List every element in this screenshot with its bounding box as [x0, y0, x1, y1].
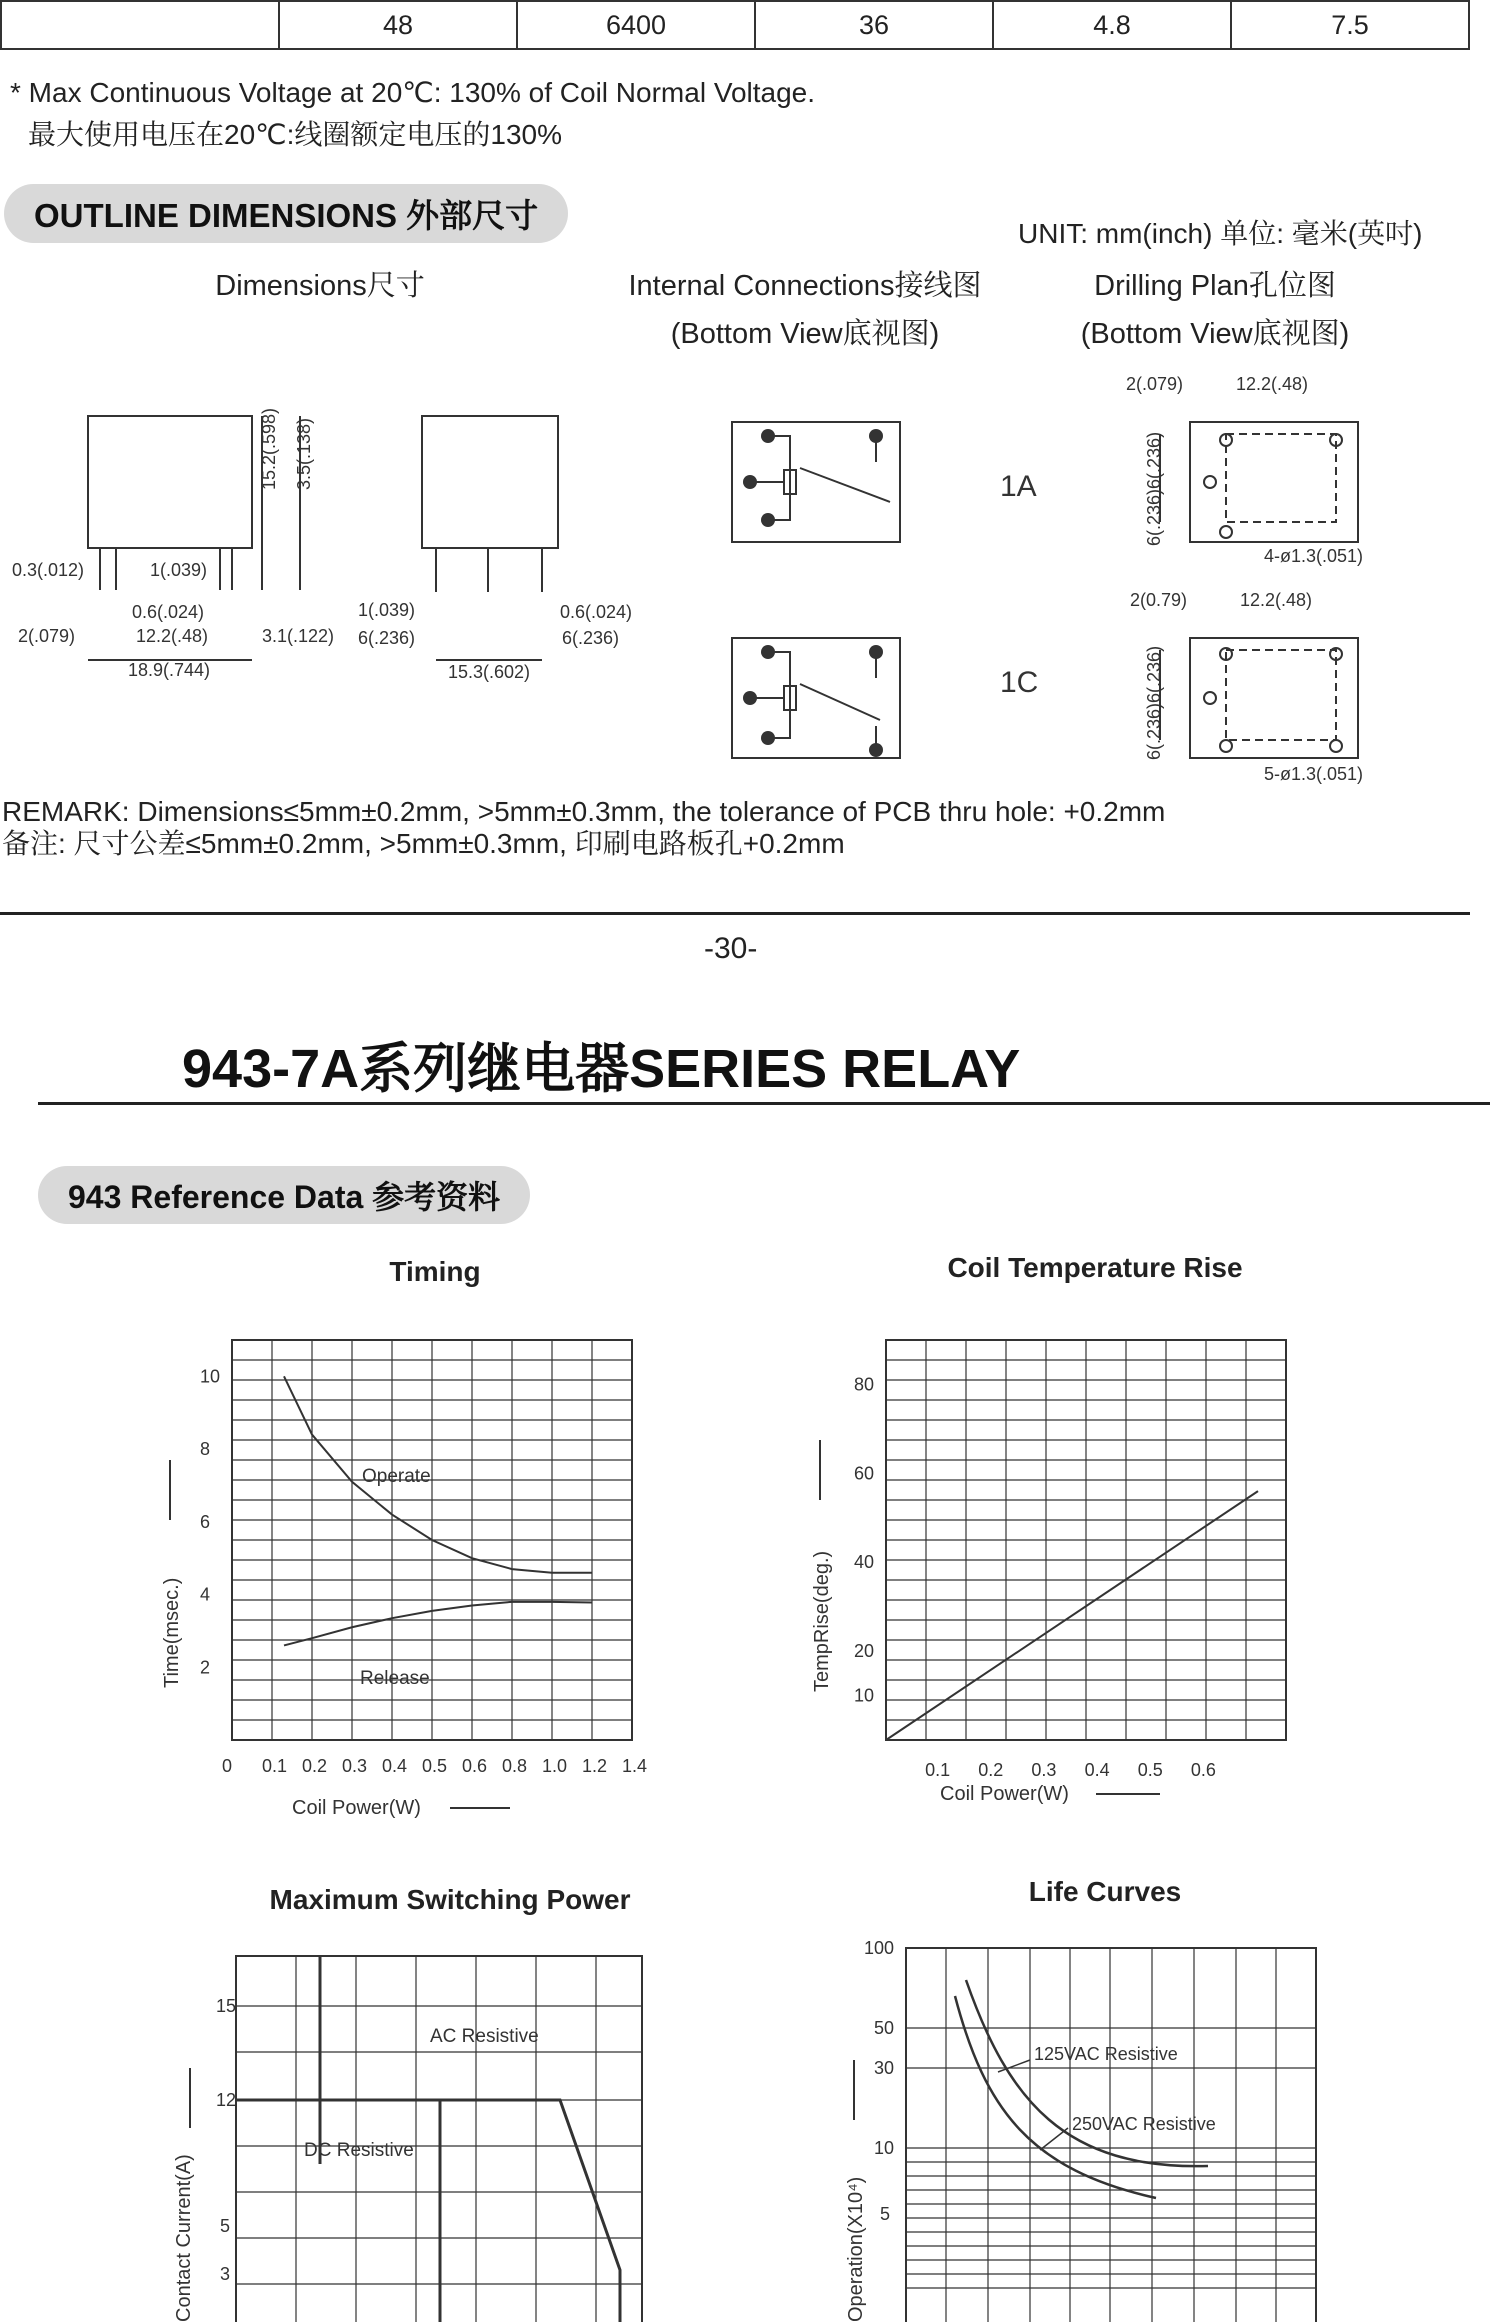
- dim-label: 6(.236)6(.236): [1144, 645, 1164, 760]
- drilling-header-2: (Bottom View底视图): [1080, 318, 1350, 350]
- table-row: [1, 1, 1469, 49]
- y-tick: 20: [854, 1641, 875, 1662]
- dim-label: 0.3(.012): [12, 560, 85, 580]
- remark-line-2: 备注: 尺寸公差≤5mm±0.2mm, >5mm±0.3mm, 印刷电路板孔+0.2mm: [2, 828, 845, 859]
- x-tick: 1.2: [582, 1756, 608, 1776]
- y-tick: 30: [874, 2058, 895, 2078]
- x-tick: 0: [222, 1756, 233, 1776]
- dim-label: 6(.236): [562, 628, 620, 648]
- y-axis-label: Contact Current(A): [173, 2154, 195, 2322]
- y-tick: 8: [200, 1439, 211, 1460]
- dim-label: 3.5(.138): [294, 417, 314, 490]
- annotation-ac-resistive: AC Resistive: [430, 2026, 539, 2047]
- remark-line-1: REMARK: Dimensions≤5mm±0.2mm, >5mm±0.3mm, the tolerance of PCB thru hole: +0.2mm: [2, 796, 1166, 827]
- x-axis-label: Coil Power(W): [292, 1797, 421, 1819]
- x-tick: 0.4: [382, 1756, 408, 1776]
- series-line-operate: [284, 1376, 592, 1572]
- y-axis-label: Time(msec.): [161, 1577, 183, 1688]
- y-axis-label: Operation(X10⁴): [845, 2176, 867, 2322]
- x-tick: 0.6: [462, 1756, 488, 1776]
- series-label-release: Release: [360, 1668, 430, 1689]
- dim-label: 2(.079): [1126, 374, 1184, 394]
- timing-chart: [140, 1320, 700, 1840]
- coil-temp-chart: [800, 1320, 1320, 1840]
- dim-label: 15.2(.598): [259, 407, 279, 490]
- annotation-dc-resistive: DC Resistive: [304, 2140, 414, 2161]
- relay-front-outline: [88, 416, 252, 548]
- x-tick: 0.1: [262, 1756, 288, 1776]
- page-number: -30-: [704, 932, 758, 965]
- x-tick: 0.6: [1190, 1760, 1216, 1780]
- series-label-operate: Operate: [362, 1466, 431, 1487]
- dim-label: 6(.236)6(.236): [1144, 431, 1164, 546]
- x-tick: 0.3: [1031, 1760, 1057, 1780]
- chart-title-max-switching: Maximum Switching Power: [269, 1884, 631, 1915]
- max-switching-curve: [236, 2100, 620, 2322]
- dim-label: 6(.236): [358, 628, 416, 648]
- y-tick: 80: [854, 1374, 875, 1395]
- x-tick: 0.5: [1137, 1760, 1163, 1780]
- y-tick: 40: [854, 1552, 875, 1573]
- y-tick: 50: [874, 2018, 895, 2038]
- y-tick: 12: [216, 2090, 237, 2110]
- relay-side-outline: [422, 416, 558, 548]
- x-tick: 1.0: [542, 1756, 568, 1776]
- y-tick: 6: [200, 1511, 211, 1532]
- dim-label: 15.3(.602): [448, 662, 531, 682]
- dim-label: 12.2(.48): [1240, 590, 1313, 610]
- dim-label: 5-ø1.3(.051): [1264, 764, 1364, 784]
- series-line-release: [284, 1602, 592, 1646]
- dim-label: 12.2(.48): [136, 626, 209, 646]
- dim-label: 1(.039): [358, 600, 416, 620]
- divider: [0, 912, 1470, 915]
- y-tick: 10: [854, 1685, 875, 1706]
- x-tick: 0.2: [302, 1756, 328, 1776]
- x-axis-label: Coil Power(W): [940, 1783, 1069, 1805]
- internal-header-2: (Bottom View底视图): [670, 318, 940, 350]
- dimensions-header: Dimensions尺寸: [215, 270, 425, 302]
- y-tick: 10: [200, 1366, 221, 1387]
- y-tick: 2: [200, 1657, 211, 1678]
- dim-label: 0.6(.024): [560, 602, 633, 622]
- x-tick: 0.2: [978, 1760, 1004, 1780]
- chart-title-timing: Timing: [389, 1256, 481, 1287]
- dim-label: 2(.079): [18, 626, 76, 646]
- reference-section-label: 943 Reference Data 参考资料: [38, 1166, 530, 1224]
- max-switching-chart: [160, 1940, 680, 2322]
- dim-label: 12.2(.48): [1236, 374, 1309, 394]
- y-tick: 10: [874, 2138, 895, 2158]
- title-underline: [38, 1102, 1490, 1105]
- x-tick: 0.8: [502, 1756, 528, 1776]
- note-line-1: * Max Continuous Voltage at 20℃: 130% of Coil Normal Voltage.: [10, 77, 816, 108]
- chart-title-coil-temp: Coil Temperature Rise: [947, 1252, 1243, 1283]
- x-tick: 0.5: [422, 1756, 448, 1776]
- drilling-header-1: Drilling Plan孔位图: [1094, 270, 1336, 302]
- note-line-2: 最大使用电压在20℃:线圈额定电压的130%: [28, 119, 562, 150]
- dim-label: 18.9(.744): [128, 660, 211, 680]
- table-cell: [1, 1, 279, 49]
- dim-label: 1(.039): [150, 560, 208, 580]
- dim-label: 3.1(.122): [262, 626, 335, 646]
- table-cell: 4.8: [993, 1, 1231, 49]
- type-1a-label: 1A: [1000, 470, 1037, 503]
- dim-label: 0.6(.024): [132, 602, 205, 622]
- outline-section-label: OUTLINE DIMENSIONS 外部尺寸: [4, 184, 568, 243]
- series-label-250vac: 250VAC Resistive: [1072, 2114, 1216, 2134]
- chart-title-life-curves: Life Curves: [1028, 1876, 1182, 1907]
- series-line: [886, 1491, 1258, 1740]
- y-tick: 100: [864, 1940, 895, 1958]
- table-cell: 7.5: [1231, 1, 1469, 49]
- y-tick: 4: [200, 1584, 211, 1605]
- table-cell: 36: [755, 1, 993, 49]
- series-label-125vac: 125VAC Resistive: [1034, 2044, 1178, 2064]
- y-tick: 3: [220, 2264, 231, 2284]
- table-cell: 48: [279, 1, 517, 49]
- table-cell: 6400: [517, 1, 755, 49]
- life-curve-125vac: [966, 1980, 1208, 2166]
- y-axis-label: TempRise(deg.): [811, 1550, 833, 1692]
- x-tick: 0.3: [342, 1756, 368, 1776]
- y-tick: 15: [216, 1996, 237, 2016]
- x-tick: 0.1: [925, 1760, 951, 1780]
- y-tick: 5: [220, 2216, 231, 2236]
- internal-header-1: Internal Connections接线图: [628, 270, 982, 302]
- x-tick: 1.4: [622, 1756, 648, 1776]
- x-tick: 0.4: [1084, 1760, 1110, 1780]
- unit-label: UNIT: mm(inch) 单位: 毫米(英吋): [1018, 218, 1423, 249]
- dim-label: 4-ø1.3(.051): [1264, 546, 1364, 566]
- y-tick: 5: [880, 2204, 891, 2224]
- dim-label: 2(0.79): [1130, 590, 1188, 610]
- life-curves-chart: [840, 1940, 1320, 2322]
- type-1c-label: 1C: [1000, 666, 1039, 699]
- series-title: 943-7A系列继电器SERIES RELAY: [182, 1039, 1021, 1099]
- y-tick: 60: [854, 1463, 875, 1484]
- spec-table: [0, 0, 1470, 50]
- outline-drawings: [0, 360, 1500, 790]
